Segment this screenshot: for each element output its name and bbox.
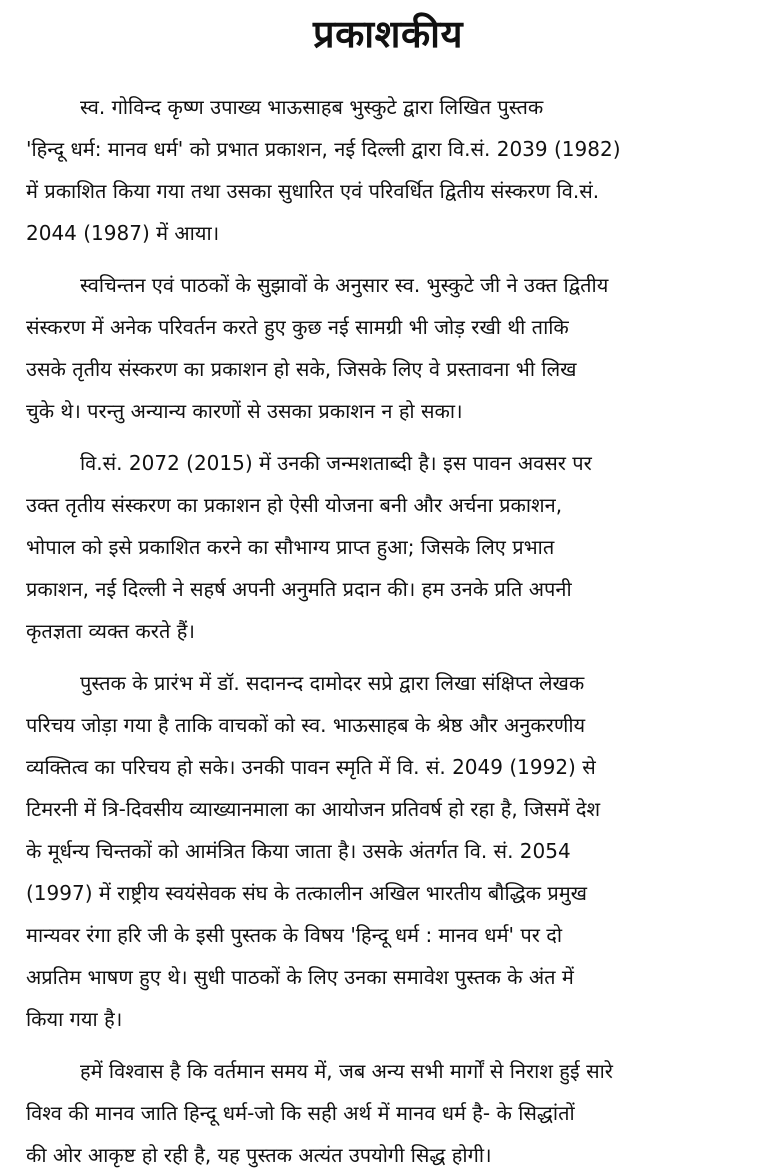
paragraph-line: मान्यवर रंगा हरि जी के इसी पुस्तक के विषय 'हिन्दू धर्म : मानव धर्म' पर दो bbox=[26, 923, 563, 947]
paragraph-line: अप्रतिम भाषण हुए थे। सुधी पाठकों के लिए उनका समावेश पुस्तक के अंत में bbox=[26, 965, 574, 989]
paragraph-2 bbox=[26, 264, 750, 432]
paragraph-3 bbox=[26, 442, 750, 652]
paragraph-4 bbox=[26, 662, 750, 1040]
paragraph-line: टिमरनी में त्रि-दिवसीय व्याख्यानमाला का आयोजन प्रतिवर्ष हो रहा है, जिसमें देश bbox=[26, 797, 601, 821]
paragraph-line: के मूर्धन्य चिन्तकों को आमंत्रित किया जाता है। उसके अंतर्गत वि. सं. 2054 bbox=[26, 839, 571, 863]
paragraph-line: वि.सं. 2072 (2015) में उनकी जन्मशताब्दी है। इस पावन अवसर पर bbox=[80, 451, 592, 475]
paragraph-line: स्वचिन्तन एवं पाठकों के सुझावों के अनुसार स्व. भुस्कुटे जी ने उक्त द्वितीय bbox=[80, 273, 609, 297]
page-title: प्रकाशकीय bbox=[312, 12, 464, 56]
paragraph-line: स्व. गोविन्द कृष्ण उपाख्य भाऊसाहब भुस्कुटे द्वारा लिखित पुस्तक bbox=[80, 95, 544, 119]
paragraph-line: कृतज्ञता व्यक्त करते हैं। bbox=[26, 619, 195, 643]
paragraph-line: की ओर आकृष्ट हो रही है, यह पुस्तक अत्यंत उपयोगी सिद्ध होगी। bbox=[26, 1143, 492, 1167]
paragraph-line: किया गया है। bbox=[26, 1007, 123, 1031]
paragraph-line: भोपाल को इसे प्रकाशित करने का सौभाग्य प्राप्त हुआ; जिसके लिए प्रभात bbox=[26, 535, 555, 559]
paragraph-line: उक्त तृतीय संस्करण का प्रकाशन हो ऐसी योजना बनी और अर्चना प्रकाशन, bbox=[26, 493, 563, 517]
paragraph-5 bbox=[26, 1050, 750, 1176]
paragraph-line: (1997) में राष्ट्रीय स्वयंसेवक संघ के तत्कालीन अखिल भारतीय बौद्धिक प्रमुख bbox=[26, 881, 588, 905]
paragraph-line: पुस्तक के प्रारंभ में डॉ. सदानन्द दामोदर सप्रे द्वारा लिखा संक्षिप्त लेखक bbox=[80, 671, 585, 695]
paragraph-line: चुके थे। परन्तु अन्यान्य कारणों से उसका प्रकाशन न हो सका। bbox=[26, 399, 463, 423]
paragraph-line: व्यक्तित्व का परिचय हो सके। उनकी पावन स्मृति में वि. सं. 2049 (1992) से bbox=[26, 755, 596, 779]
paragraph-line: में प्रकाशित किया गया तथा उसका सुधारित एवं परिवर्धित द्वितीय संस्करण वि.सं. bbox=[26, 179, 600, 203]
paragraph-line: प्रकाशन, नई दिल्ली ने सहर्ष अपनी अनुमति प्रदान की। हम उनके प्रति अपनी bbox=[26, 577, 572, 601]
paragraph-1 bbox=[26, 86, 750, 254]
paragraph-line: विश्व की मानव जाति हिन्दू धर्म-जो कि सही अर्थ में मानव धर्म है- के सिद्धांतों bbox=[26, 1101, 575, 1125]
paragraph-line: 2044 (1987) में आया। bbox=[26, 221, 220, 245]
paragraph-line: हमें विश्वास है कि वर्तमान समय में, जब अन्य सभी मार्गों से निराश हुई सारे bbox=[80, 1059, 613, 1083]
paragraph-line: संस्करण में अनेक परिवर्तन करते हुए कुछ नई सामग्री भी जोड़ रखी थी ताकि bbox=[26, 315, 569, 339]
paragraph-line: परिचय जोड़ा गया है ताकि वाचकों को स्व. भाऊसाहब के श्रेष्ठ और अनुकरणीय bbox=[26, 713, 586, 737]
paragraph-line: उसके तृतीय संस्करण का प्रकाशन हो सके, जिसके लिए वे प्रस्तावना भी लिख bbox=[26, 357, 577, 381]
paragraph-line: 'हिन्दू धर्म: मानव धर्म' को प्रभात प्रकाशन, नई दिल्ली द्वारा वि.सं. 2039 (1982) bbox=[26, 137, 621, 161]
